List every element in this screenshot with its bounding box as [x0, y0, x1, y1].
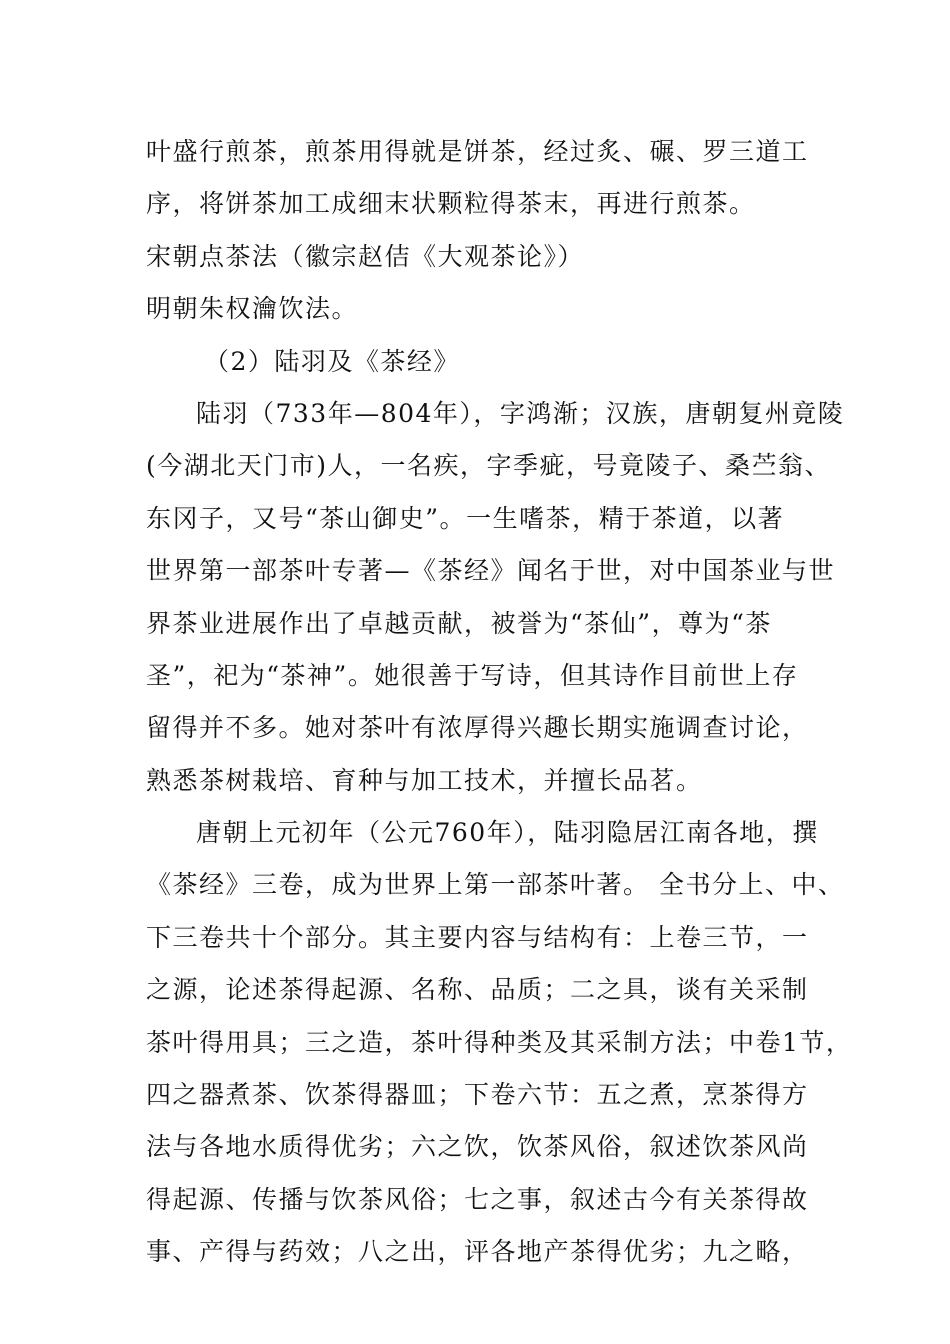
- text-line: 事、产得与药效；八之出，评各地产茶得优劣；九之略，: [146, 1237, 809, 1267]
- paragraph-first-line: 陆羽（733年—804年），字鸿渐；汉族，唐朝复州竟陵: [196, 398, 845, 428]
- text-line: 四之器煮茶、饮茶得器皿；下卷六节：五之煮，烹茶得方: [146, 1080, 809, 1110]
- text-line: 《茶经》三卷，成为世界上第一部茶叶著。 全书分上、中、: [146, 870, 845, 900]
- text-line: 东冈子，又号“茶山御史”。一生嗜茶，精于茶道，以著: [146, 503, 785, 533]
- text-line: 茶叶得用具；三之造，茶叶得种类及其采制方法；中卷1节，: [146, 1027, 853, 1057]
- text-line: 序，将饼茶加工成细末状颗粒得茶末，再进行煎茶。: [146, 189, 756, 219]
- text-line: 世界第一部茶叶专著—《茶经》闻名于世，对中国茶业与世: [146, 556, 836, 586]
- text-line: 圣”，祀为“茶神”。她很善于写诗，但其诗作目前世上存: [146, 660, 799, 690]
- text-line: 界茶业进展作出了卓越贡献，被誉为“茶仙”，尊为“茶: [146, 608, 772, 638]
- text-line: 熟悉茶树栽培、育种与加工技术，并擅长品茗。: [146, 765, 703, 795]
- text-line: 明朝朱权瀹饮法。: [146, 294, 359, 324]
- text-line: 宋朝点茶法（徽宗赵佶《大观茶论》）: [146, 241, 585, 271]
- text-line: 之源，论述茶得起源、名称、品质；二之具，谈有关采制: [146, 975, 809, 1005]
- text-line: 法与各地水质得优劣；六之饮，饮茶风俗，叙述饮茶风尚: [146, 1132, 809, 1162]
- text-line: 留得并不多。她对茶叶有浓厚得兴趣长期实施调查讨论，: [146, 713, 809, 743]
- section-heading: （2）陆羽及《茶经》: [204, 346, 460, 376]
- document-body: [146, 126, 853, 1279]
- text-line: 叶盛行煎茶，煎茶用得就是饼茶，经过炙、碾、罗三道工: [146, 137, 809, 166]
- text-line: (今湖北天门市)人，一名疾，字季疵，号竟陵子、桑苎翁、: [146, 451, 832, 481]
- paragraph-first-line: 唐朝上元初年（公元760年），陆羽隐居江南各地，撰: [196, 818, 819, 848]
- text-line: 下三卷共十个部分。其主要内容与结构有：上卷三节，一: [146, 922, 809, 952]
- text-line: 得起源、传播与饮茶风俗；七之事，叙述古今有关茶得故: [146, 1184, 809, 1214]
